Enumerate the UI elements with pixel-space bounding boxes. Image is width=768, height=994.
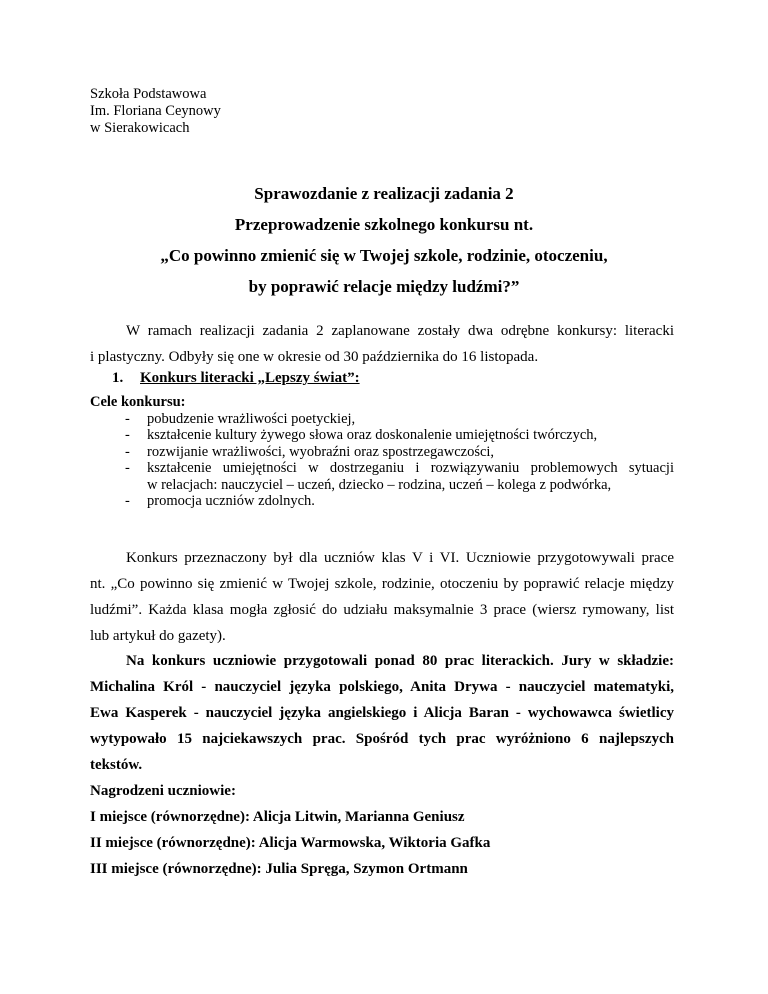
description-paragraph [90,545,674,649]
goals-list [90,411,674,510]
award-second-place: II miejsce (równorzędne): Alicja Warmowska, Wiktoria Gafka [90,835,491,851]
results-line-1: Na konkurs uczniowie przygotowali ponad 80 prac literackich. Jury w składzie: [126,653,674,669]
goal-text-continued: w relacjach: nauczyciel – uczeń, dziecko – rodzina, uczeń – kolega z podwórka, [147,476,612,493]
intro-line-1: W ramach realizacji zadania 2 zaplanowane zostały dwa odrębne konkursy: literacki [126,323,674,339]
intro-paragraph [90,318,674,370]
goal-item [90,427,674,444]
award-first-place: I miejsce (równorzędne): Alicja Litwin, Marianna Geniusz [90,809,465,825]
title-line-3: „Co powinno zmienić się w Twojej szkole, rodzinie, otoczeniu, [160,246,608,265]
goal-item [90,460,674,493]
goal-item [90,411,674,428]
report-title [0,178,768,302]
goal-item [90,444,674,461]
title-line-2: Przeprowadzenie szkolnego konkursu nt. [234,215,534,234]
section-title: Konkurs literacki „Lepszy świat”: [140,370,360,386]
description-line-3: ludźmi”. Każda klasa mogła zgłosić do udziału maksymalnie 3 prace (wiersz rymowany, list [90,602,674,618]
title-line-4: by poprawić relacje między ludźmi?” [248,277,520,296]
list-dash: - [125,493,130,509]
goal-text: rozwijanie wrażliwości, wyobraźni oraz spostrzegawczości, [147,443,495,460]
school-name: Szkoła Podstawowa [90,86,207,102]
description-line-4: lub artykuł do gazety). [90,628,226,644]
contest-goals [90,394,674,510]
goal-item [90,493,674,510]
results-line-2: Michalina Król - nauczyciel języka polskiego, Anita Drywa - nauczyciel matematyki, [90,679,674,695]
award-third-place: III miejsce (równorzędne): Julia Spręga, Szymon Ortmann [90,861,468,877]
awards-list [90,778,674,882]
list-dash: - [125,427,130,443]
results-line-3: Ewa Kasperek - nauczyciel języka angielskiego i Alicja Baran - wychowawca świetlicy [90,705,674,721]
title-line-1: Sprawozdanie z realizacji zadania 2 [254,184,514,203]
school-header [90,86,221,137]
description-line-1: Konkurs przeznaczony był dla uczniów klas V i VI. Uczniowie przygotowywali prace [126,550,674,566]
awards-title: Nagrodzeni uczniowie: [90,783,236,799]
school-patron: Im. Floriana Ceynowy [90,103,221,119]
school-location: w Sierakowicach [90,120,190,136]
goal-text: kształcenie umiejętności w dostrzeganiu i rozwiązywaniu problemowych sytuacji [147,460,674,476]
list-dash: - [125,410,130,427]
goal-text: pobudzenie wrażliwości poetyckiej, [147,410,356,427]
intro-line-2: i plastyczny. Odbyły się one w okresie od 30 października do 16 listopada. [90,349,539,365]
results-line-4: wytypowało 15 najciekawszych prac. Spośród tych prac wyróżniono 6 najlepszych [90,731,674,747]
list-dash: - [125,443,130,460]
description-line-2: nt. „Co powinno się zmienić w Twojej szkole, rodzinie, otoczeniu by poprawić relacje między [90,576,674,592]
section-number: 1. [112,370,124,386]
goals-title: Cele konkursu: [90,394,186,410]
goal-text: promocja uczniów zdolnych. [147,493,315,509]
goal-text: kształcenie kultury żywego słowa oraz doskonalenie umiejętności twórczych, [147,427,598,443]
results-paragraph [90,648,674,778]
list-dash: - [125,460,130,476]
results-line-5: tekstów. [90,757,143,773]
section-heading [112,370,360,387]
